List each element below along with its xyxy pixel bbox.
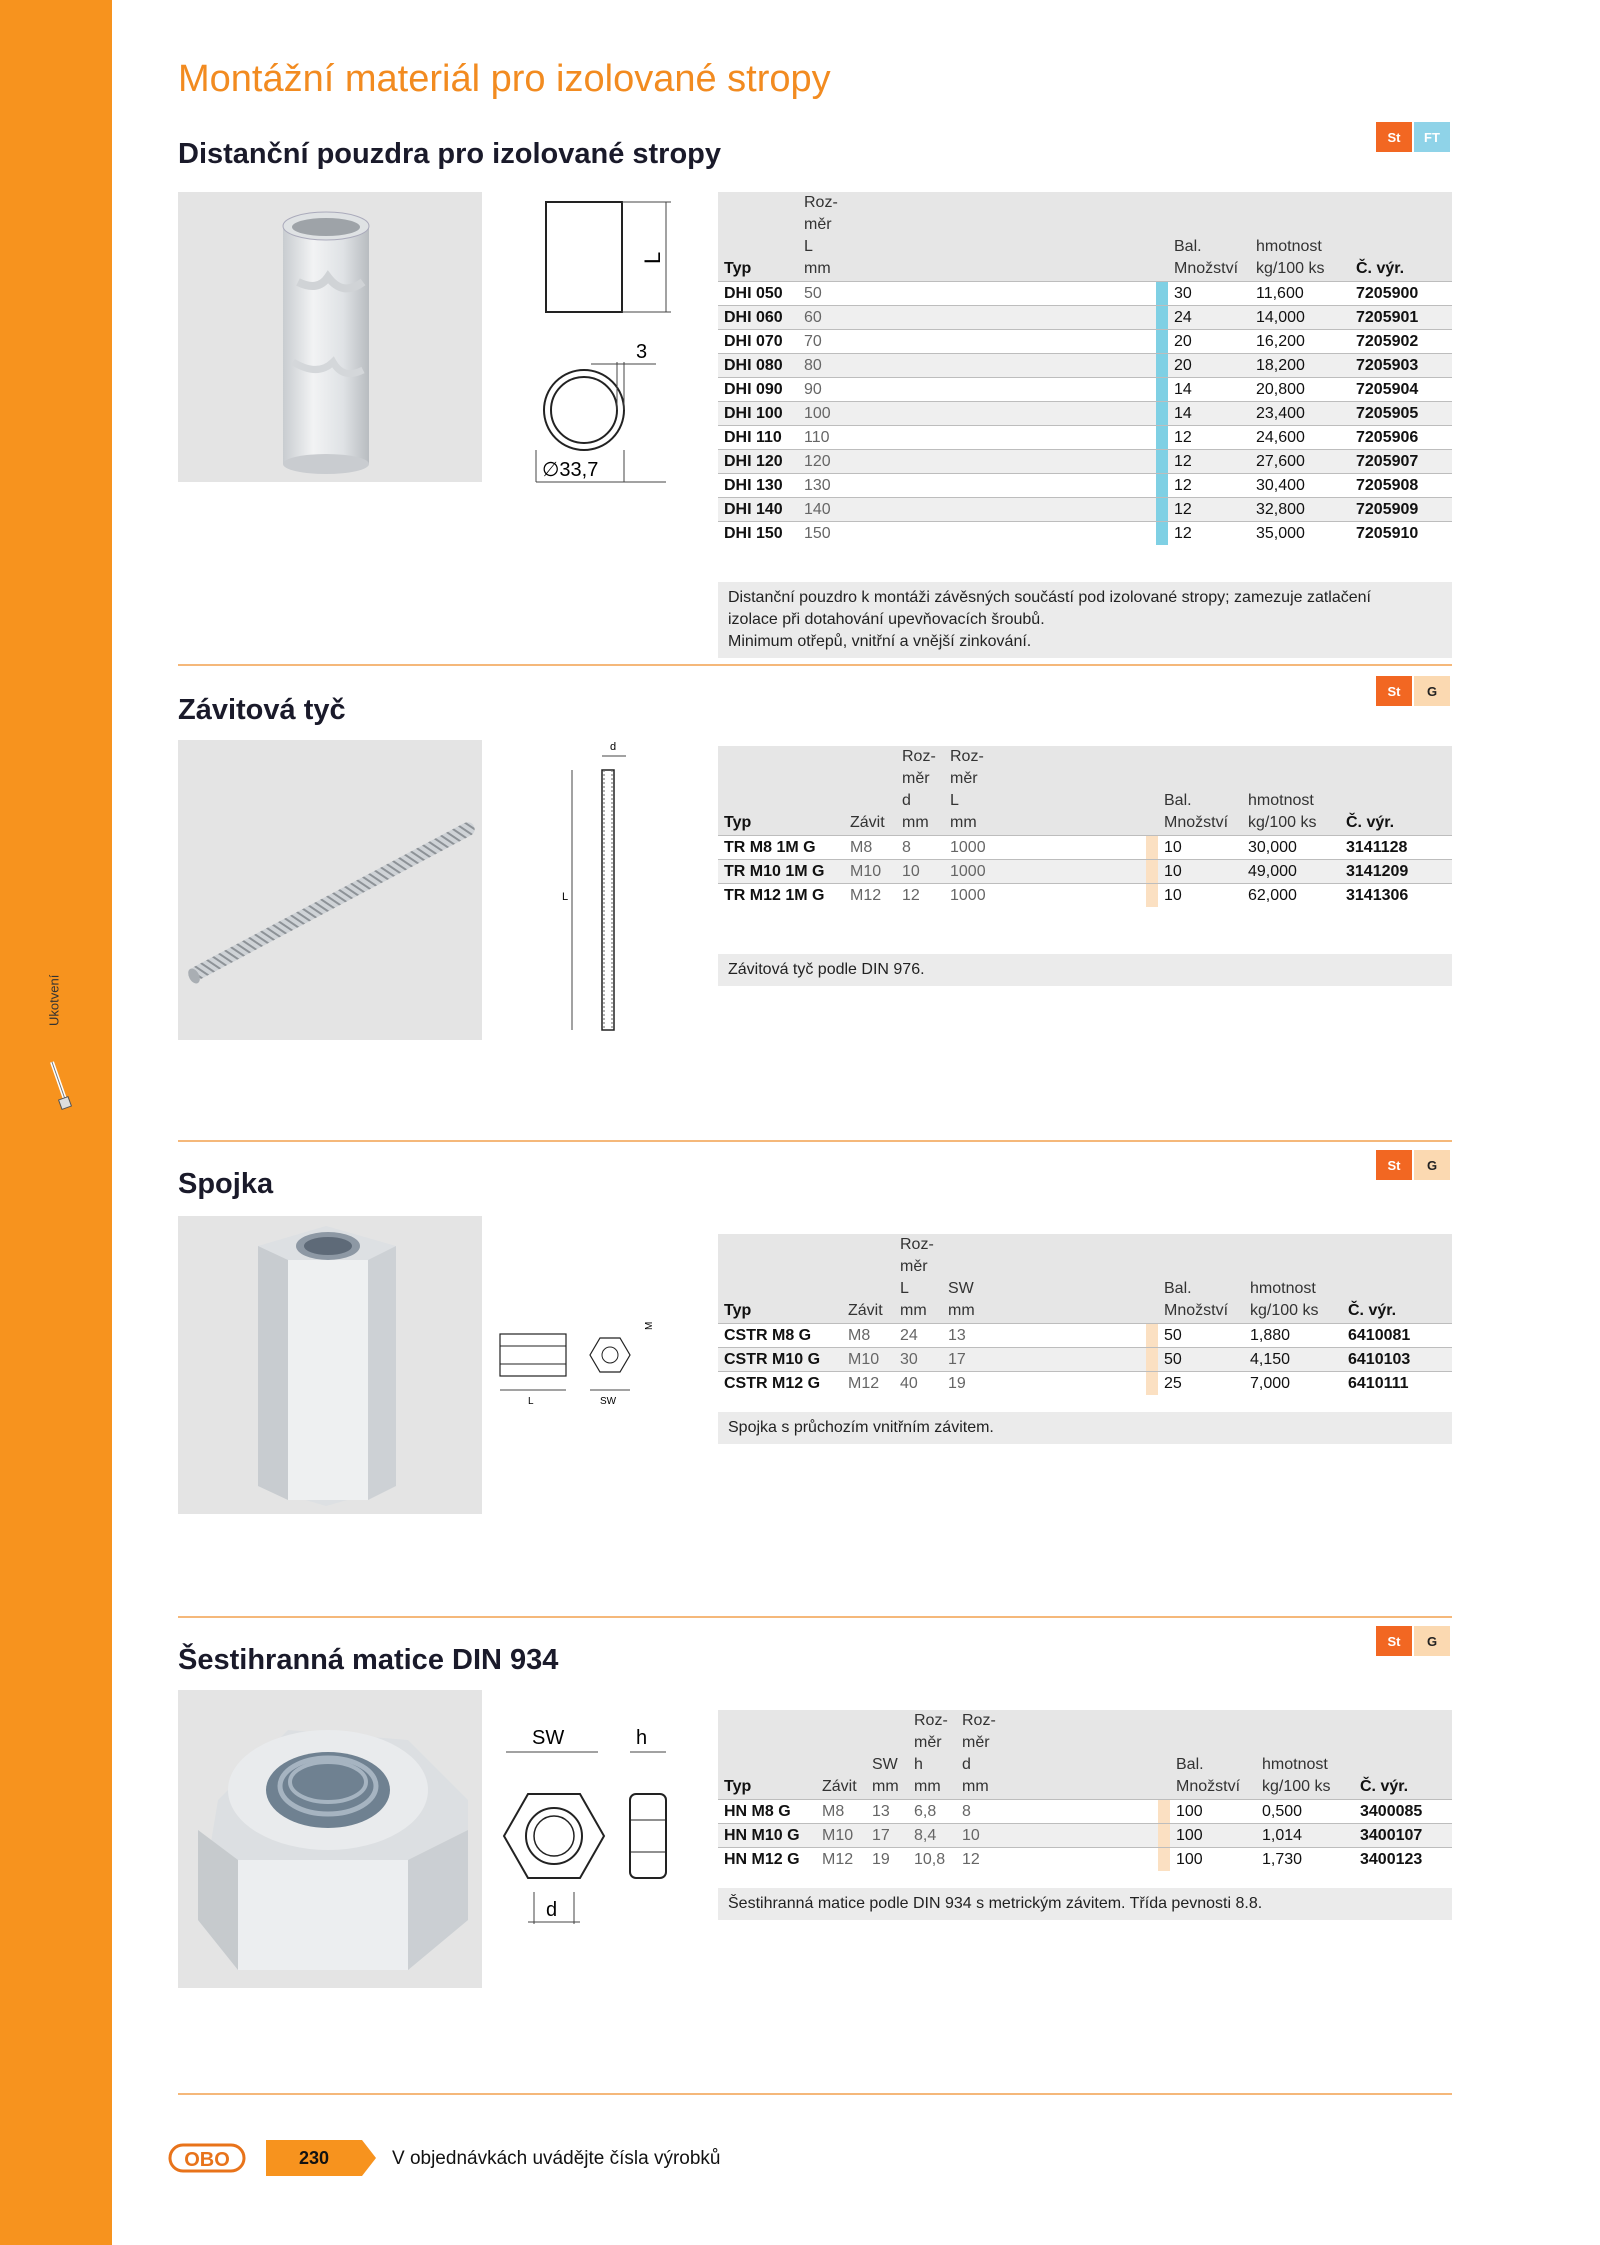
nut-h-label: h	[636, 1727, 648, 1749]
col-article-no: Č. výr.	[1342, 1234, 1452, 1324]
table-row: DHI 120 120 12 27,600 7205907	[718, 450, 1452, 474]
col-typ: Typ	[718, 1710, 816, 1800]
badge-st: St	[1376, 1626, 1412, 1656]
col-thread: Závit	[844, 746, 896, 836]
section-hex-nut	[178, 1616, 1452, 2016]
col-dim-sw: SW mm	[866, 1710, 908, 1800]
product-photo-sleeve	[178, 192, 482, 482]
svg-text:OBO: OBO	[184, 2149, 230, 2171]
table-row: CSTR M8 G M8 24 13 50 1,880 6410081	[718, 1324, 1452, 1348]
coupler-technical-drawing	[496, 1308, 676, 1418]
badge-ft: FT	[1414, 122, 1450, 152]
page-number-tail	[362, 2140, 376, 2176]
table-row: DHI 070 70 20 16,200 7205902	[718, 330, 1452, 354]
table-row: DHI 130 130 12 30,400 7205908	[718, 474, 1452, 498]
sidebar	[0, 0, 112, 2245]
col-weight: hmotnost kg/100 ks	[1250, 192, 1350, 282]
col-qty: Bal. Množství	[1168, 192, 1250, 282]
diameter-dim-label: ∅33,7	[542, 459, 599, 481]
table-row: DHI 140 140 12 32,800 7205909	[718, 498, 1452, 522]
section-title: Spojka	[178, 1168, 274, 1200]
sleeve-technical-drawing	[506, 192, 676, 492]
badge-g: G	[1414, 1626, 1450, 1656]
table-row: CSTR M12 G M12 40 19 25 7,000 6410111	[718, 1372, 1452, 1396]
product-photo-coupler	[178, 1216, 482, 1514]
col-dim-l: Roz- měr L mm	[944, 746, 1008, 836]
col-article-no: Č. výr.	[1354, 1710, 1452, 1800]
section-title: Závitová tyč	[178, 694, 346, 726]
product-photo-hex-nut	[178, 1690, 482, 1988]
col-weight: hmotnost kg/100 ks	[1256, 1710, 1354, 1800]
section-coupler	[178, 1140, 1452, 1540]
material-badges	[1376, 676, 1450, 706]
table-row: DHI 090 90 14 20,800 7205904	[718, 378, 1452, 402]
product-table-coupler	[718, 1234, 1452, 1395]
col-article-no: Č. výr.	[1340, 746, 1452, 836]
col-dim-sw: SW mm	[942, 1234, 1000, 1324]
table-row: HN M10 G M10 17 8,4 10 100 1,014 3400107	[718, 1824, 1452, 1848]
obo-logo	[168, 2141, 246, 2175]
nut-sw-label: SW	[532, 1727, 565, 1749]
material-badges	[1376, 122, 1450, 152]
description-coupler: Spojka s průchozím vnitřním závitem.	[718, 1412, 1452, 1444]
col-weight: hmotnost kg/100 ks	[1242, 746, 1340, 836]
table-row: HN M12 G M12 19 10,8 12 100 1,730 3400123	[718, 1848, 1452, 1872]
page-number: 230	[266, 2140, 362, 2176]
col-typ: Typ	[718, 1234, 842, 1324]
nut-d-label: d	[546, 1899, 558, 1921]
col-qty: Bal. Množství	[1170, 1710, 1256, 1800]
badge-g: G	[1414, 1150, 1450, 1180]
rod-d-label: d	[610, 741, 617, 753]
col-typ: Typ	[718, 746, 844, 836]
table-row: DHI 110 110 12 24,600 7205906	[718, 426, 1452, 450]
footer-note: V objednávkách uvádějte čísla výrobků	[392, 2148, 721, 2169]
anchor-icon	[44, 1058, 74, 1114]
table-row: TR M10 1M G M10 10 1000 10 49,000 3141209	[718, 860, 1452, 884]
description-rod: Závitová tyč podle DIN 976.	[718, 954, 1452, 986]
rod-l-label: L	[562, 891, 569, 903]
coupler-sw-label: SW	[600, 1396, 617, 1407]
col-dim-l: Roz- měr L mm	[798, 192, 842, 282]
section-divider	[178, 1140, 1452, 1142]
product-table-hex-nut	[718, 1710, 1452, 1871]
footer-divider	[178, 2093, 1452, 2095]
table-row: CSTR M10 G M10 30 17 50 4,150 6410103	[718, 1348, 1452, 1372]
badge-st: St	[1376, 1150, 1412, 1180]
section-title: Šestihranná matice DIN 934	[178, 1644, 559, 1676]
product-table-dhi	[718, 192, 1452, 545]
col-dim-d: Roz- měr d mm	[896, 746, 944, 836]
table-row: DHI 080 80 20 18,200 7205903	[718, 354, 1452, 378]
table-row: DHI 150 150 12 35,000 7205910	[718, 522, 1452, 546]
table-row: DHI 060 60 24 14,000 7205901	[718, 306, 1452, 330]
col-qty: Bal. Množství	[1158, 746, 1242, 836]
rod-technical-drawing	[558, 740, 638, 1050]
section-divider	[178, 1616, 1452, 1618]
col-dim-d: Roz- měr d mm	[956, 1710, 1020, 1800]
badge-g: G	[1414, 676, 1450, 706]
wall-dim-label: 3	[636, 341, 648, 363]
col-typ: Typ	[718, 192, 798, 282]
coupler-l-label: L	[528, 1396, 534, 1407]
badge-st: St	[1376, 122, 1412, 152]
col-article-no: Č. výr.	[1350, 192, 1452, 282]
side-label: Ukotvení	[46, 974, 62, 1026]
table-row: TR M12 1M G M12 12 1000 10 62,000 3141306	[718, 884, 1452, 908]
col-dim-l: Roz- měr L mm	[894, 1234, 942, 1324]
col-weight: hmotnost kg/100 ks	[1244, 1234, 1342, 1324]
material-badges	[1376, 1626, 1450, 1656]
table-row: TR M8 1M G M8 8 1000 10 30,000 3141128	[718, 836, 1452, 860]
col-qty: Bal. Množství	[1158, 1234, 1244, 1324]
product-table-rod	[718, 746, 1452, 907]
table-row: HN M8 G M8 13 6,8 8 100 0,500 3400085	[718, 1800, 1452, 1824]
section-threaded-rod	[178, 664, 1452, 1084]
product-photo-rod	[178, 740, 482, 1040]
hex-nut-technical-drawing	[498, 1716, 698, 1956]
section-divider	[178, 664, 1452, 666]
col-thread: Závit	[816, 1710, 866, 1800]
badge-st: St	[1376, 676, 1412, 706]
coupler-m-label: M	[644, 1321, 655, 1330]
description-dhi: Distanční pouzdro k montáži závěsných součástí pod izolované stropy; zamezuje zatlačení izolace při dotahování upevňovacích šroubů. Minimum otřepů, vnitřní a vnější zinkování.	[718, 582, 1452, 658]
length-dim-label: L	[640, 251, 665, 264]
page-title: Montážní materiál pro izolované stropy	[178, 58, 831, 100]
table-row: DHI 050 50 30 11,600 7205900	[718, 282, 1452, 306]
table-row: DHI 100 100 14 23,400 7205905	[718, 402, 1452, 426]
section-distance-sleeves	[178, 118, 1452, 658]
description-hex-nut: Šestihranná matice podle DIN 934 s metrickým závitem. Třída pevnosti 8.8.	[718, 1888, 1452, 1920]
col-thread: Závit	[842, 1234, 894, 1324]
section-title: Distanční pouzdra pro izolované stropy	[178, 138, 722, 170]
col-dim-h: Roz- měr h mm	[908, 1710, 956, 1800]
material-badges	[1376, 1150, 1450, 1180]
